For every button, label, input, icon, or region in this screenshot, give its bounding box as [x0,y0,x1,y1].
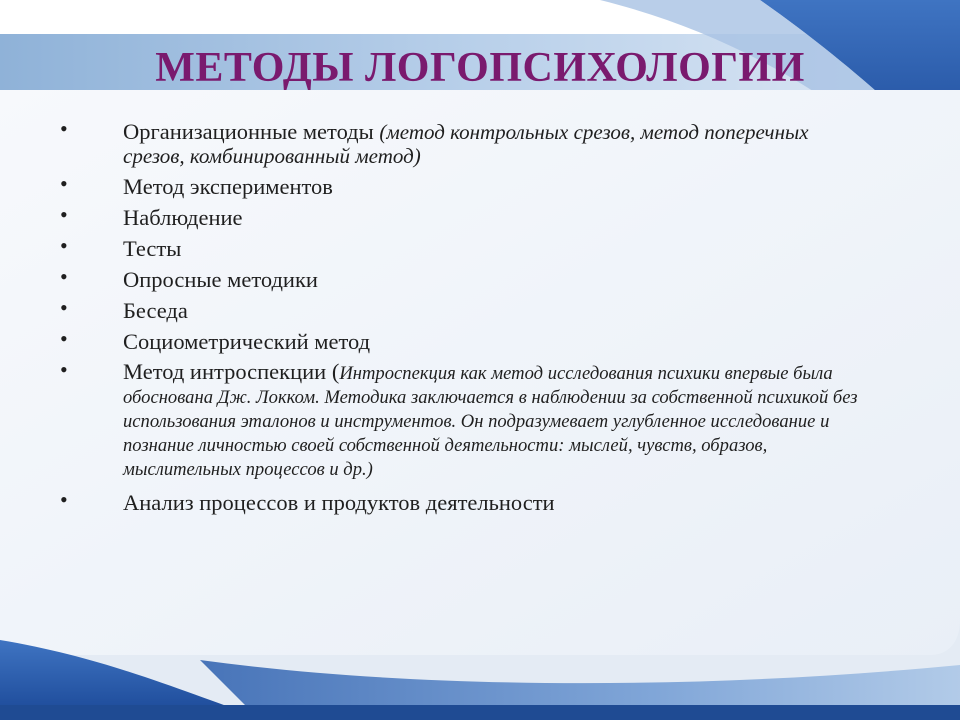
item-text: Анализ процессов и продуктов деятельности [123,490,555,515]
bullet-point: • [60,357,68,382]
bullet-point: • [60,264,68,289]
item-note: (метод контрольных срезов, метод поперечных срезов, комбинированный метод) [123,120,809,168]
item-note: Интроспекция как метод исследования психики впервые была обоснована Дж. Локком. Методика заключается в наблюдении за собственной психикой без использования эталонов и инструментов. Он подразумевает углубленное исследование и познание личностью своей собственной деятельности: мыслей, чувств, образов, мыслительных процессов и др.) [123,363,858,480]
list-item [60,202,860,230]
bullet-point: • [60,326,68,351]
list-item [60,326,860,354]
item-text: Метод интроспекции ( [123,359,340,384]
list-item [60,357,860,481]
item-text: Социометрический метод [123,329,371,354]
item-text: Опросные методики [123,267,318,292]
bullet-point: • [60,295,68,320]
item-text: Метод экспериментов [123,174,333,199]
list-item [60,264,860,292]
list-item [60,116,860,168]
bullet-point: • [60,233,68,258]
item-text: Организационные методы [123,119,380,144]
bullet-point: • [60,202,68,227]
item-text: Тесты [123,236,182,261]
item-text: Наблюдение [123,205,243,230]
list-item [60,171,860,199]
item-text: Беседа [123,298,188,323]
bullet-point: • [60,116,68,141]
bullet-point: • [60,171,68,196]
bullet-point: • [60,487,68,512]
methods-list [60,116,860,522]
list-item [60,233,860,261]
list-item [60,295,860,323]
slide-title: МЕТОДЫ ЛОГОПСИХОЛОГИИ [155,45,805,91]
list-item [60,487,860,515]
